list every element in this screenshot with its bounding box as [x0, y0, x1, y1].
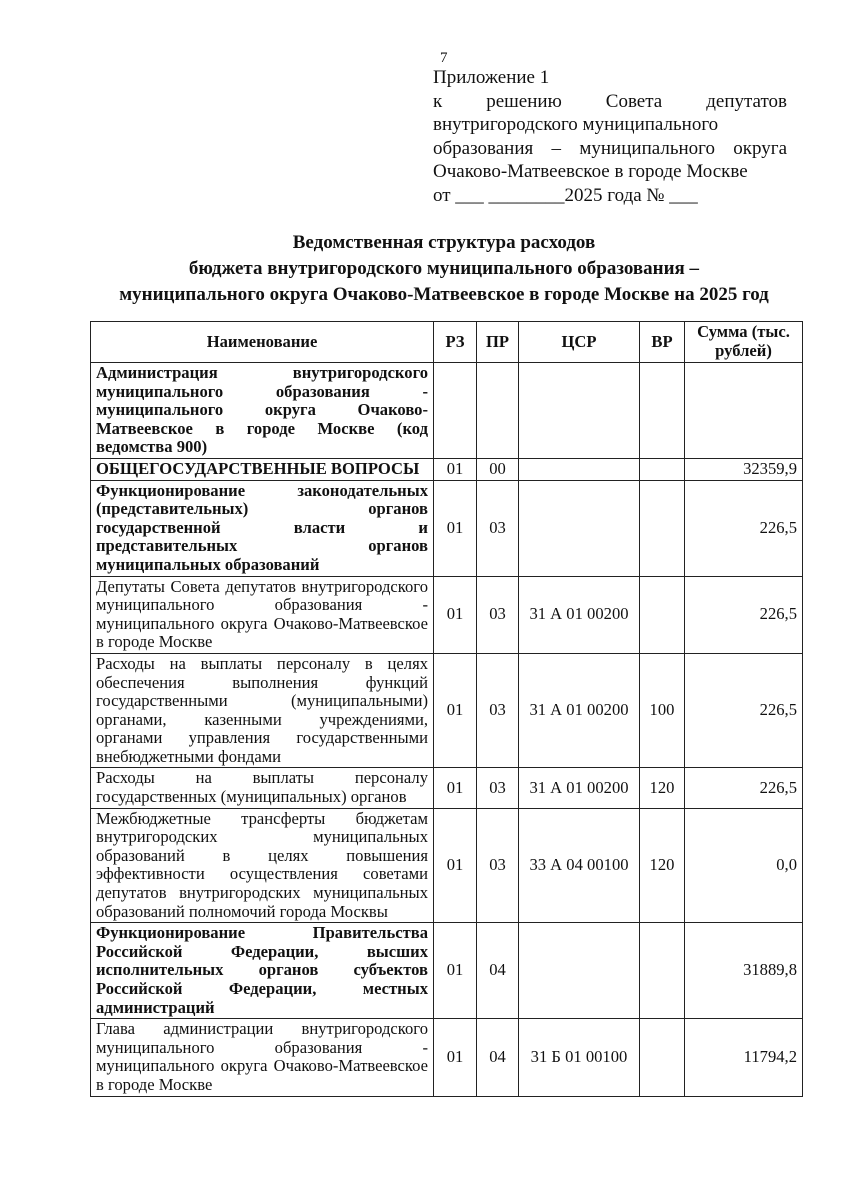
cell-rz: 01 — [434, 768, 477, 808]
document-title — [60, 230, 828, 308]
cell-vr: 120 — [640, 808, 685, 923]
cell-csr — [519, 363, 640, 459]
title-line: муниципального округа Очаково-Матвеевское в городе Москве на 2025 год — [119, 284, 769, 305]
header-vr: ВР — [640, 322, 685, 363]
title-line: бюджета внутригородского муниципального образования – — [188, 258, 700, 279]
table-row — [91, 808, 803, 923]
cell-csr — [519, 923, 640, 1019]
cell-name: Расходы на выплаты персоналу государственных (муниципальных) органов — [91, 768, 434, 808]
cell-vr: 100 — [640, 653, 685, 768]
cell-rz: 01 — [434, 480, 477, 576]
appendix-header — [433, 66, 787, 208]
cell-csr — [519, 480, 640, 576]
header-rz: РЗ — [434, 322, 477, 363]
cell-rz: 01 — [434, 653, 477, 768]
cell-vr — [640, 576, 685, 653]
cell-vr — [640, 1019, 685, 1096]
header-pr: ПР — [477, 322, 519, 363]
table-row — [91, 1019, 803, 1096]
appendix-line: образования – муниципального округа — [433, 137, 787, 159]
table-row — [91, 653, 803, 768]
cell-csr: 31 А 01 00200 — [519, 768, 640, 808]
cell-sum: 32359,9 — [685, 458, 803, 480]
appendix-line: к решению Совета депутатов — [433, 90, 787, 112]
cell-sum — [685, 363, 803, 459]
cell-sum: 226,5 — [685, 768, 803, 808]
appendix-line: Очаково-Матвеевское в городе Москве — [433, 161, 748, 183]
cell-rz: 01 — [434, 808, 477, 923]
cell-sum: 11794,2 — [685, 1019, 803, 1096]
table-row — [91, 576, 803, 653]
cell-name: ОБЩЕГОСУДАРСТВЕННЫЕ ВОПРОСЫ — [91, 458, 434, 480]
cell-vr: 120 — [640, 768, 685, 808]
cell-sum: 0,0 — [685, 808, 803, 923]
table-row — [91, 458, 803, 480]
cell-pr: 03 — [477, 480, 519, 576]
cell-name: Депутаты Совета депутатов внутригородского муниципального образования - муниципального округа Очаково-Матвеевское в городе Москве — [91, 576, 434, 653]
header-csr: ЦСР — [519, 322, 640, 363]
cell-csr: 31 Б 01 00100 — [519, 1019, 640, 1096]
cell-vr — [640, 458, 685, 480]
title-line: Ведомственная структура расходов — [292, 232, 596, 253]
cell-name: Функционирование Правительства Российской Федерации, высших исполнительных органов субъектов Российской Федерации, местных администраций — [91, 923, 434, 1019]
cell-csr: 31 А 01 00200 — [519, 576, 640, 653]
header-name: Наименование — [91, 322, 434, 363]
header-sum: Сумма (тыс. рублей) — [685, 322, 803, 363]
cell-csr — [519, 458, 640, 480]
cell-pr: 03 — [477, 808, 519, 923]
cell-name: Администрация внутригородского муниципального образования - муниципального округа Очаково-Матвеевское в городе Москве (код ведомства 900) — [91, 363, 434, 459]
cell-pr: 03 — [477, 768, 519, 808]
appendix-line: Приложение 1 — [433, 67, 550, 88]
cell-sum: 226,5 — [685, 653, 803, 768]
cell-vr — [640, 480, 685, 576]
cell-rz: 01 — [434, 923, 477, 1019]
cell-vr — [640, 363, 685, 459]
table-row — [91, 480, 803, 576]
cell-name: Межбюджетные трансферты бюджетам внутригородских муниципальных образований в целях повышения эффективности осуществления советами депутатов внутригородских муниципальных образований полномочий города Москвы — [91, 808, 434, 923]
page-number: 7 — [440, 50, 448, 66]
cell-rz: 01 — [434, 1019, 477, 1096]
cell-pr: 04 — [477, 1019, 519, 1096]
cell-rz: 01 — [434, 576, 477, 653]
cell-pr: 04 — [477, 923, 519, 1019]
cell-pr: 00 — [477, 458, 519, 480]
budget-table — [90, 321, 803, 1097]
cell-sum: 31889,8 — [685, 923, 803, 1019]
cell-csr: 33 А 04 00100 — [519, 808, 640, 923]
cell-name: Расходы на выплаты персоналу в целях обеспечения выполнения функций государственными (муниципальными) органами, казенными учреждениями, органами управления государственными внебюджетными фондами — [91, 653, 434, 768]
table-header-row — [91, 322, 803, 363]
table-row — [91, 923, 803, 1019]
cell-sum: 226,5 — [685, 480, 803, 576]
cell-pr — [477, 363, 519, 459]
cell-csr: 31 А 01 00200 — [519, 653, 640, 768]
cell-vr — [640, 923, 685, 1019]
cell-pr: 03 — [477, 653, 519, 768]
table-row — [91, 363, 803, 459]
cell-rz — [434, 363, 477, 459]
cell-pr: 03 — [477, 576, 519, 653]
appendix-line: от ___ ________2025 года № ___ — [433, 184, 698, 206]
appendix-line: внутригородского муниципального — [433, 114, 719, 136]
table-row — [91, 768, 803, 808]
cell-rz: 01 — [434, 458, 477, 480]
cell-name: Функционирование законодательных (представительных) органов государственной власти и представительных органов муниципальных образований — [91, 480, 434, 576]
cell-sum: 226,5 — [685, 576, 803, 653]
cell-name: Глава администрации внутригородского муниципального образования - муниципального округа Очаково-Матвеевское в городе Москве — [91, 1019, 434, 1096]
